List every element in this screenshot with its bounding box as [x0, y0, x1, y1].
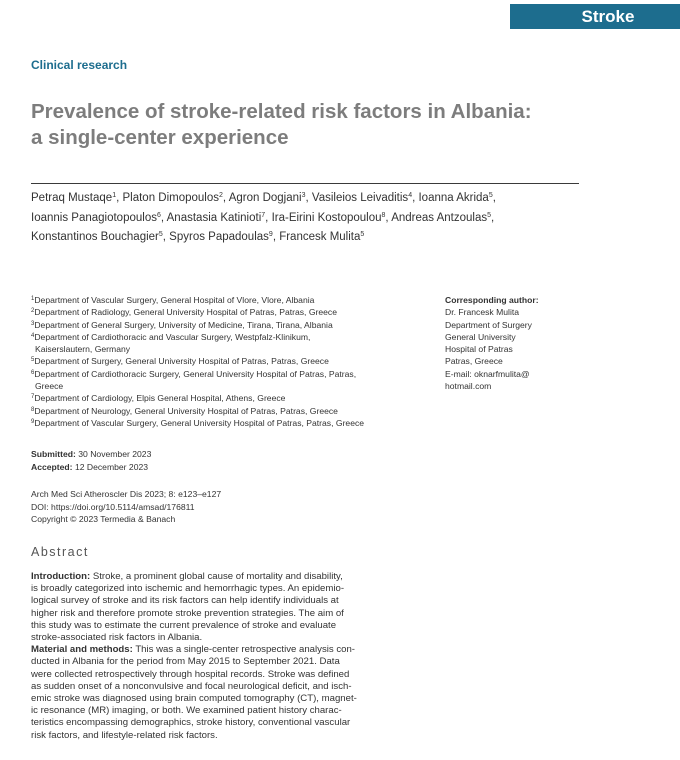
affiliation-list — [31, 294, 426, 429]
affiliation-text-continued: Kaiserslautern, Germany — [35, 344, 131, 355]
affiliation-index: 4 — [31, 332, 35, 339]
affiliation-text: Department of Radiology, General University Hospital of Patras, Patras, Greece — [34, 307, 338, 318]
author-line: Konstantinos Bouchagier$^5$, Spyros Papadoulas$^9$, Francesk Mulita$^5$ — [31, 231, 365, 243]
abstract-methods-line: Material and methods: This was a single-center retrospective analysis con- — [31, 644, 356, 656]
author-affiliation-index: 6 — [156, 211, 161, 219]
author-affiliation-index: 2 — [219, 192, 223, 199]
affiliation — [31, 294, 426, 306]
affiliation-text: Department of Neurology, General University Hospital of Patras, Patras, Greece — [34, 405, 338, 416]
corresponding-author-email: hotmail.com — [445, 381, 492, 392]
abstract-introduction-line: this study was to estimate the current prevalence of stroke and evaluate — [31, 619, 337, 631]
corresponding-author-line: Patras, Greece — [445, 356, 503, 367]
author-affiliation-index: 5 — [360, 231, 365, 238]
author-name: Vasileios Leivaditis — [311, 192, 409, 204]
affiliation-text: Department of Cardiothoracic Surgery, General University Hospital of Patras, Patras, — [34, 368, 357, 379]
abstract-introduction-line: is broadly categorized into ischemic and hemorrhagic types. An epidemio- — [31, 583, 345, 595]
abstract-introduction-label: Introduction: — [31, 571, 91, 582]
accepted-label: Accepted: — [31, 461, 73, 472]
abstract-introduction-line: Introduction: Stroke, a prominent global cause of mortality and disability, — [31, 571, 343, 582]
abstract-methods-line: emic stroke was diagnosed using brain computed tomography (CT), magnet- — [31, 693, 357, 705]
corresponding-author-line: Hospital of Patras — [445, 344, 513, 355]
author-name: Ira-Eirini Kostopoulou — [271, 211, 382, 224]
corresponding-author-line: Department of Surgery — [445, 319, 532, 330]
doi-link[interactable]: DOI: https://doi.org/10.5114/amsad/176811 — [31, 501, 195, 512]
corresponding-author-label: Corresponding author: — [445, 295, 539, 305]
affiliation — [31, 368, 426, 380]
affiliation — [31, 306, 426, 318]
abstract-introduction-line: logical survey of stroke and its risk factors can help identify individuals at — [31, 595, 339, 607]
journal-section-tag: Stroke — [510, 4, 680, 29]
affiliation-text-continued: Greece — [35, 381, 64, 392]
affiliation-index: 1 — [31, 296, 35, 302]
abstract-methods-line: were collected retrospectively through hospital records. Stroke was defined — [31, 668, 350, 680]
corresponding-author-email: E-mail: oknarfmulita@ — [445, 368, 530, 379]
affiliation — [31, 417, 426, 429]
author-name: Spyros Papadoulas — [169, 231, 269, 243]
abstract-methods-line: ducted in Albania for the period from May 2015 to September 2021. Data — [31, 656, 340, 668]
author-name: Petraq Mustaqe — [31, 192, 113, 204]
author-name: Anastasia Katinioti — [166, 211, 262, 224]
author-affiliation-index: 9 — [268, 231, 273, 238]
affiliation-index: 7 — [31, 394, 35, 401]
author-affiliation-index: 7 — [261, 211, 266, 219]
affiliation-text: Department of Vascular Surgery, General University Hospital of Patras, Patras, Greece — [34, 417, 365, 428]
corresponding-author-line: Dr. Francesk Mulita — [445, 307, 520, 318]
affiliation — [31, 355, 426, 367]
author-name: Ioanna Akrida — [418, 192, 489, 204]
affiliation — [31, 319, 426, 331]
affiliation-text: Department of Surgery, General University Hospital of Patras, Patras, Greece — [34, 356, 329, 367]
abstract-introduction-line: stroke-associated risk factors in Albania. — [31, 632, 203, 644]
affiliation-text: Department of Vascular Surgery, General Hospital of Vlore, Vlore, Albania — [34, 295, 315, 305]
title-divider — [31, 183, 579, 184]
affiliation-text: Department of Cardiothoracic and Vascular Surgery, Westpfalz-Klinikum, — [34, 331, 311, 342]
author-line: Petraq Mustaqe$^1$, Platon Dimopoulos$^2$, Agron Dogjani$^3$, Vasileios Leivaditis$^4$, Ioanna Akrida$^5$, — [31, 192, 496, 204]
author-affiliation-index: 8 — [381, 211, 386, 219]
abstract-methods-label: Material and methods: — [31, 644, 133, 656]
journal-citation: Arch Med Sci Atheroscler Dis 2023; 8: e123–e127 — [31, 489, 222, 499]
author-affiliation-index: 3 — [301, 192, 306, 199]
abstract-methods-line: ic resonance (MR) imaging, or both. We examined patient history charac- — [31, 705, 342, 717]
article-dates — [31, 448, 431, 473]
article-title — [31, 99, 591, 151]
affiliation-index: 5 — [31, 357, 35, 364]
author-affiliation-index: 1 — [112, 192, 117, 199]
abstract-methods-line: as sudden onset of a nonconvulsive and focal neurological deficit, and isch- — [31, 680, 352, 692]
author-name: Agron Dogjani — [228, 192, 302, 204]
author-affiliation-index: 4 — [408, 192, 413, 199]
author-name: Konstantinos Bouchagier — [31, 231, 159, 243]
abstract-methods-line: teristics encompassing demographics, stroke history, conventional vascular — [31, 717, 351, 729]
corresponding-author — [445, 294, 645, 392]
accepted-date — [31, 461, 431, 474]
author-line: Ioannis Panagiotopoulos$^6$, Anastasia Katinioti$^7$, Ira-Eirini Kostopoulou$^8$, Andreas Antzoulas$^5$, — [31, 211, 495, 224]
corresponding-author-line: General University — [445, 331, 516, 342]
author-affiliation-index: 5 — [488, 192, 493, 199]
author-name: Ioannis Panagiotopoulos — [31, 211, 157, 224]
author-list — [31, 189, 591, 248]
affiliation-index: 9 — [31, 418, 35, 425]
author-name: Andreas Antzoulas — [391, 211, 488, 224]
affiliation — [31, 405, 426, 417]
citation-block — [31, 488, 431, 526]
affiliation-text: Department of General Surgery, University of Medicine, Tirana, Tirana, Albania — [34, 319, 333, 330]
abstract-body — [31, 571, 417, 742]
affiliation-index: 3 — [31, 320, 35, 327]
author-name: Francesk Mulita — [279, 231, 361, 243]
affiliation-text: Department of Cardiology, Elpis General Hospital, Athens, Greece — [34, 393, 286, 404]
submitted-date — [31, 448, 431, 461]
affiliation — [31, 331, 426, 343]
abstract-introduction-line: higher risk and therefore promote stroke prevention strategies. The aim of — [31, 607, 344, 619]
accepted-value: 12 December 2023 — [74, 461, 149, 472]
author-name: Platon Dimopoulos — [122, 192, 220, 204]
author-affiliation-index: 5 — [158, 231, 163, 238]
submitted-value: 30 November 2023 — [78, 449, 152, 459]
title-line: a single-center experience — [31, 126, 289, 149]
affiliation — [31, 392, 426, 404]
affiliation-index: 8 — [31, 406, 35, 413]
abstract-heading: Abstract — [31, 545, 89, 559]
copyright-notice: Copyright © 2023 Termedia & Banach — [31, 514, 176, 524]
affiliation-index: 6 — [31, 369, 35, 376]
article-category: Clinical research — [31, 58, 128, 72]
submitted-label: Submitted: — [31, 449, 76, 459]
author-affiliation-index: 5 — [487, 211, 491, 219]
abstract-methods-line: risk factors, and lifestyle-related risk factors. — [31, 729, 218, 741]
affiliation-index: 2 — [31, 308, 35, 315]
title-line: Prevalence of stroke-related risk factors in Albania: — [31, 100, 532, 123]
